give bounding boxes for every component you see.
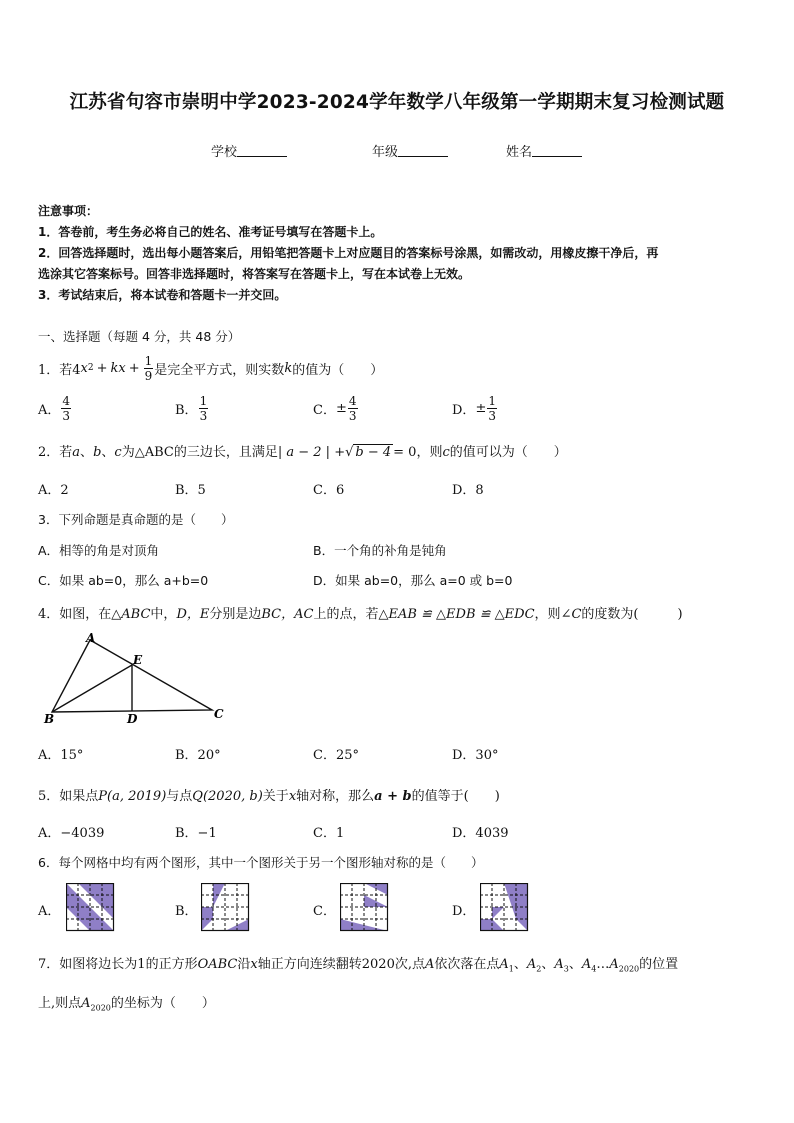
q6-option-a-label[interactable]: A．	[38, 904, 61, 919]
q1-option-b-label: B．	[175, 402, 198, 418]
q7-a4: A	[581, 957, 592, 972]
q2-eq: = 0	[393, 445, 417, 460]
q1-option-a-frac	[61, 394, 71, 423]
q1-plus2: +	[128, 360, 140, 376]
q4-label-d: D	[127, 712, 138, 725]
q1-option-c-label: C．	[313, 402, 336, 418]
q5-p-coord: (a, 2019)	[107, 789, 167, 804]
q7-a4-sub: 4	[591, 964, 597, 974]
q1-option-a-den: 3	[62, 408, 71, 423]
q6-grid-c[interactable]	[340, 883, 390, 933]
q2-text-3: 的三边长，且满足	[173, 445, 278, 460]
q5-text-5: 的值等于( )	[411, 789, 500, 804]
q4-label-e: E	[133, 653, 143, 667]
question-4	[38, 603, 683, 622]
page-title: 江苏省句容市崇明中学2023-2024学年数学八年级第一学期期末复习检测试题	[69, 92, 725, 113]
q4-text-6: 的度数为( )	[581, 607, 683, 622]
note-item-2: 2．回答选择题时，选出每小题答案后，用铅笔把答题卡上对应题目的答案标号涂黑，如需改动，用橡皮擦干净后，再	[38, 246, 659, 260]
q1-option-b-den: 3	[199, 408, 208, 423]
q7-text-7: 的位置	[639, 957, 679, 972]
q5-ab: a + b	[374, 789, 412, 804]
q1-suffix: 是完全平方式，则实数	[154, 362, 285, 378]
q1-option-a-label: A．	[38, 402, 61, 418]
q5-option-a[interactable]: A．−4039	[38, 826, 105, 841]
q1-option-a[interactable]	[38, 390, 72, 426]
q4-sides: BC，AC	[261, 607, 314, 622]
q4-text-1: 4．如图，在	[38, 607, 112, 622]
q2-text-5: 的值可以为（ ）	[449, 445, 567, 460]
q7-text-1: 7．如图将边长为	[38, 957, 138, 972]
question-5	[38, 785, 500, 804]
q1-option-b-frac	[199, 394, 209, 423]
note-item-1: 1．答卷前，考生务必将自己的姓名、准考证号填写在答题卡上。	[38, 225, 383, 239]
q5-option-d[interactable]: D．4039	[452, 826, 509, 841]
q4-triangle-figure	[40, 630, 230, 725]
q4-text-5: ，则	[534, 607, 561, 622]
q4-option-b[interactable]: B．20°	[175, 748, 221, 763]
q1-exponent: 2	[87, 363, 94, 373]
q6-grid-a[interactable]	[66, 883, 116, 933]
q5-text-2: 与点	[166, 789, 193, 804]
q3-option-c[interactable]: C．如果 ab=0，那么 a+b=0	[38, 573, 209, 588]
q1-frac-den: 9	[144, 368, 153, 383]
q5-x: x	[288, 789, 297, 804]
school-field	[211, 141, 287, 160]
q1-option-c[interactable]	[313, 390, 359, 426]
q2-abs-expr: | a − 2 | +	[277, 445, 346, 460]
q3-option-a[interactable]: A．相等的角是对顶角	[38, 543, 160, 558]
q4-label-c: C	[214, 707, 224, 721]
q7-text-3: 沿	[237, 957, 251, 972]
question-7-line-1	[38, 953, 678, 974]
question-6: 6．每个网格中均有两个图形，其中一个图形关于另一个图形轴对称的是（ ）	[38, 855, 484, 870]
name-field	[506, 141, 582, 160]
notes-header: 注意事项：	[38, 204, 99, 218]
q2-option-b[interactable]: B．5	[175, 483, 206, 498]
q5-text-4: 轴对称，那么	[296, 789, 375, 804]
q1-x: x	[80, 360, 88, 376]
q5-p: P	[98, 789, 108, 804]
q7-x: x	[250, 957, 258, 972]
q2-sqrt-sign: √	[345, 445, 354, 460]
q4-points: D，E	[176, 607, 210, 622]
grade-blank	[398, 144, 448, 157]
q7-a2020: A	[609, 957, 619, 972]
q1-option-c-sign: ±	[335, 400, 347, 416]
grade-label: 年级	[372, 145, 399, 160]
q1-frac-num: 1	[144, 353, 153, 368]
q2-option-a[interactable]: A．2	[38, 483, 69, 498]
q7-a2-sub: 2	[536, 964, 542, 974]
q7-a2020-2-sub: 2020	[90, 1003, 111, 1013]
question-1	[38, 350, 383, 386]
q7-sep-3: 、	[568, 957, 582, 972]
q4-angle: ∠C	[560, 607, 582, 622]
q1-k: k	[284, 360, 293, 376]
q7-text-5: 次,点	[394, 957, 425, 972]
q2-a: a	[72, 445, 81, 460]
q5-text-3: 关于	[262, 789, 289, 804]
q7-sep-1: 、	[513, 957, 527, 972]
q6-option-c-label[interactable]: C．	[313, 904, 336, 919]
q7-text-4: 轴正方向连续翻转	[257, 957, 362, 972]
q2-text-4: ，则	[416, 445, 443, 460]
q7-a: A	[424, 957, 435, 972]
q7-a1-sub: 1	[508, 964, 514, 974]
q1-option-b-num: 1	[199, 393, 208, 408]
q2-c-2: c	[442, 445, 450, 460]
q4-option-c[interactable]: C．25°	[313, 748, 359, 763]
q2-text-1: 2．若	[38, 445, 73, 460]
q5-option-b[interactable]: B．−1	[175, 826, 217, 841]
grade-field	[372, 141, 448, 160]
name-label: 姓名	[506, 145, 533, 160]
q2-sep-2: 、	[101, 445, 115, 460]
q4-option-a[interactable]: A．15°	[38, 748, 84, 763]
q7-oabc: OABC	[197, 957, 238, 972]
notes-block	[38, 201, 658, 306]
q1-kx: kx	[110, 360, 126, 376]
q1-option-b[interactable]	[175, 390, 209, 426]
q7-text-9: 的坐标为（ ）	[110, 996, 215, 1011]
q7-a1: A	[499, 957, 509, 972]
q1-option-d-label: D．	[452, 402, 476, 418]
q4-text-2: 中，	[150, 607, 177, 622]
q7-one: 1	[137, 957, 146, 972]
q4-label-b: B	[44, 712, 55, 725]
q4-text-3: 分别是边	[209, 607, 262, 622]
q7-a2020-sub: 2020	[618, 964, 640, 974]
q7-a3-sub: 3	[563, 964, 569, 974]
q7-a3: A	[554, 957, 564, 972]
q7-text-6: 依次落在点	[434, 957, 500, 972]
q1-option-d[interactable]	[452, 390, 498, 426]
q7-dots: …	[596, 957, 610, 972]
q7-text-2: 的正方形	[145, 957, 198, 972]
question-3: 3．下列命题是真命题的是（ ）	[38, 512, 234, 527]
q1-option-a-num: 4	[62, 393, 71, 408]
note-item-3: 3．考试结束后，将本试卷和答题卡一并交回。	[38, 288, 287, 302]
q7-n: 2020	[361, 957, 395, 972]
q1-plus1: +	[96, 360, 108, 376]
q7-sep-2: 、	[541, 957, 555, 972]
q2-triangle: △ABC	[134, 445, 174, 460]
q1-prefix: 1．若4	[38, 362, 81, 378]
q6-grid-d[interactable]	[480, 883, 530, 933]
q7-a2: A	[526, 957, 537, 972]
q4-label-a: A	[86, 631, 96, 645]
q1-option-c-num: 4	[348, 393, 357, 408]
q6-grid-b[interactable]	[201, 883, 251, 933]
q4-text-4: 上的点，若	[313, 607, 379, 622]
q2-c: c	[114, 445, 122, 460]
section-heading: 一、选择题（每题 4 分，共 48 分）	[38, 329, 241, 344]
q4-option-d[interactable]: D．30°	[452, 748, 499, 763]
q4-triangle: △ABC	[111, 607, 151, 622]
q6-option-b-label[interactable]: B．	[175, 904, 198, 919]
q1-option-d-sign: ±	[475, 400, 487, 416]
q1-option-d-frac	[487, 394, 497, 423]
q1-option-c-den: 3	[348, 408, 357, 423]
q1-option-d-den: 3	[488, 408, 496, 423]
q2-option-d[interactable]: D．8	[452, 483, 484, 498]
q7-a2020-2: A	[81, 996, 91, 1011]
q2-text-2: 为	[121, 445, 135, 460]
q5-q: Q	[192, 789, 203, 804]
q5-q-coord: (2020, b)	[202, 789, 263, 804]
q2-b: b	[93, 445, 102, 460]
q7-text-8: 上,则点	[38, 996, 82, 1011]
school-label: 学校	[211, 145, 238, 160]
q5-option-c[interactable]: C．1	[313, 826, 345, 841]
q2-sqrt-expr: b − 4	[355, 445, 392, 460]
q3-option-d[interactable]: D．如果 ab=0，那么 a=0 或 b=0	[313, 573, 513, 588]
q1-fraction	[144, 354, 154, 383]
q4-congruence: △EAB ≌ △EDB ≌ △EDC	[378, 607, 535, 622]
q5-text-1: 5．如果点	[38, 789, 99, 804]
question-2	[38, 441, 567, 460]
note-item-2-cont: 选涂其它答案标号。回答非选择题时，将答案写在答题卡上，写在本试卷上无效。	[38, 267, 471, 281]
q2-sep-1: 、	[80, 445, 94, 460]
q1-end: 的值为（ ）	[292, 362, 384, 378]
name-blank	[532, 144, 582, 157]
q1-option-c-frac	[348, 394, 358, 423]
q3-option-b[interactable]: B．一个角的补角是钝角	[313, 543, 447, 558]
school-blank	[237, 144, 287, 157]
q6-option-d-label[interactable]: D．	[452, 904, 476, 919]
q1-option-d-num: 1	[488, 393, 496, 408]
q2-option-c[interactable]: C．6	[313, 483, 345, 498]
question-7-line-2	[38, 992, 215, 1013]
